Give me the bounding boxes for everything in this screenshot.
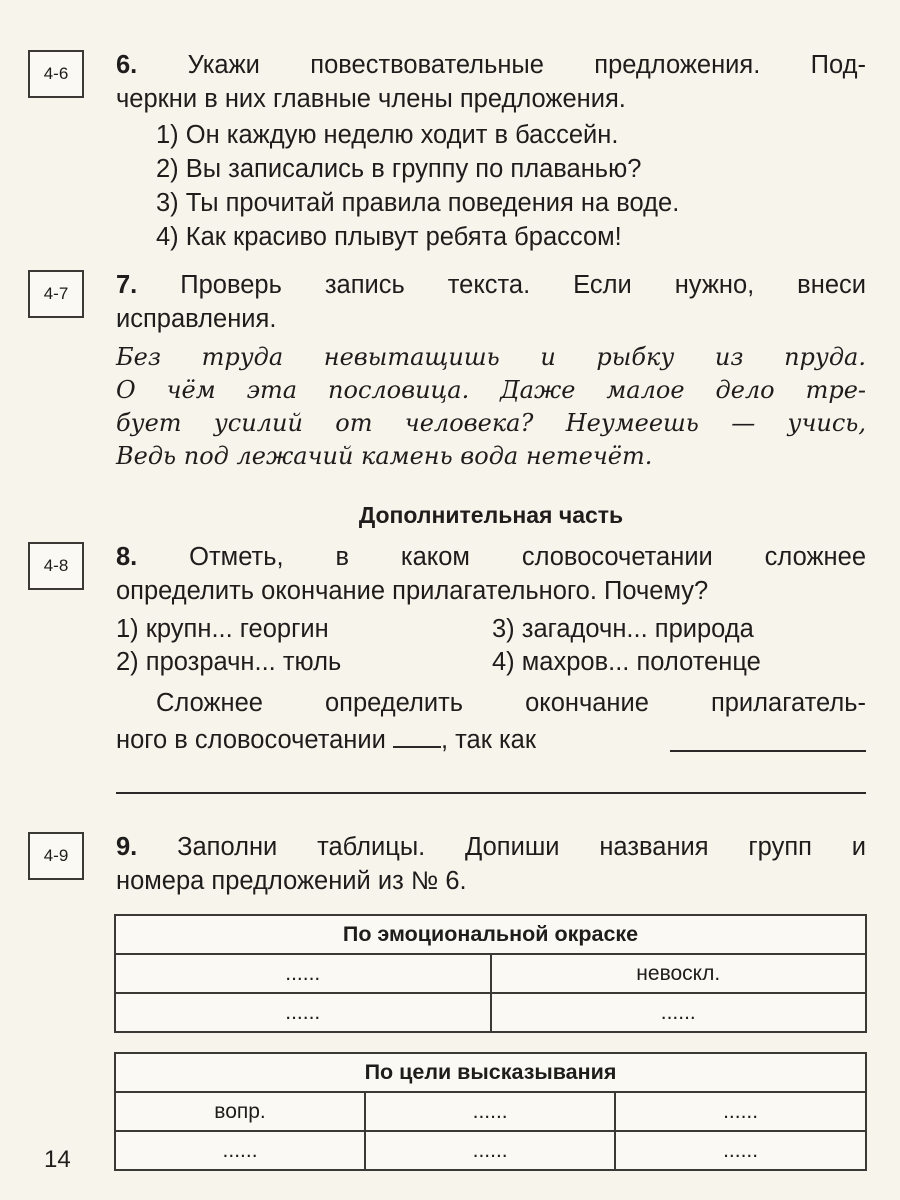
page-number: 14 xyxy=(44,1146,71,1173)
task-7-line-2: исправления. xyxy=(116,305,277,333)
task-8-answer-text-b: , так как xyxy=(440,726,537,754)
task-8-option: 4) махров... полотенце xyxy=(492,648,761,676)
task-9-line-1 xyxy=(116,830,866,864)
table-cell[interactable]: ...... xyxy=(115,993,491,1032)
task-6-number: 6. xyxy=(116,51,138,79)
task-9-line-2: номера предложений из № 6. xyxy=(116,867,467,895)
task-7-text-line: О чём эта пословица. Даже малое дело тре- xyxy=(116,376,866,404)
task-6-item: 3) Ты прочитай правила поведения на воде. xyxy=(156,189,680,217)
task-6-line-2: черкни в них главные члены предложения. xyxy=(116,85,626,113)
task-8-answer-line-1: Сложнее определить окончание прилагатель- xyxy=(156,689,866,717)
table-cell[interactable]: вопр. xyxy=(115,1092,365,1131)
utterance-purpose-table xyxy=(114,1052,867,1171)
task-7-text-line: Ведь под лежачий камень вода нетечёт. xyxy=(116,442,653,470)
task-8-line-1 xyxy=(116,540,866,574)
task-6-item: 2) Вы записались в группу по плаванью? xyxy=(156,155,642,183)
task-7-text-line: Без труда невытащишь и рыбку из пруда. xyxy=(116,343,866,371)
table-cell[interactable]: ...... xyxy=(365,1131,615,1170)
task-9-number: 9. xyxy=(116,833,138,861)
task-8-line-2: определить окончание прилагательного. Почему? xyxy=(116,577,709,605)
task-7-text-1: Проверь запись текста. Если нужно, внеси xyxy=(180,271,866,299)
table-cell[interactable]: ...... xyxy=(365,1092,615,1131)
task-6-line-1 xyxy=(116,48,866,82)
task-8-answer-blank-1[interactable] xyxy=(393,722,441,748)
table-cell[interactable]: ...... xyxy=(615,1092,866,1131)
task-8-option: 1) крупн... георгин xyxy=(116,615,329,643)
task-8-answer-blank-2[interactable] xyxy=(670,726,866,752)
task-9-code-badge: 4-9 xyxy=(28,832,84,880)
task-8-number: 8. xyxy=(116,543,138,571)
task-8-code-badge: 4-8 xyxy=(28,542,84,590)
table-cell[interactable]: невоскл. xyxy=(491,954,867,993)
task-9-text-1: Заполни таблицы. Допиши названия групп и xyxy=(177,833,866,861)
task-8-option: 2) прозрачн... тюль xyxy=(116,648,342,676)
task-8-answer-line-2 xyxy=(116,722,866,757)
task-6-item: 4) Как красиво плывут ребята брассом! xyxy=(156,223,622,251)
task-8-answer-rule[interactable] xyxy=(116,792,866,794)
table-cell[interactable]: ...... xyxy=(615,1131,866,1170)
task-6-item: 1) Он каждую неделю ходит в бассейн. xyxy=(156,121,619,149)
extra-section-title: Дополнительная часть xyxy=(358,502,624,528)
table-cell[interactable]: ...... xyxy=(115,1131,365,1170)
task-6-text-1: Укажи повествовательные предложения. Под- xyxy=(187,51,866,79)
task-8-text-1: Отметь, в каком словосочетании сложнее xyxy=(189,543,866,571)
emotional-tone-table xyxy=(114,914,867,1033)
table-cell[interactable]: ...... xyxy=(115,954,491,993)
task-7-text-line: бует усилий от человека? Неумеешь — учись, xyxy=(116,409,866,437)
task-6-code-badge: 4-6 xyxy=(28,50,84,98)
task-7-number: 7. xyxy=(116,271,138,299)
task-7-line-1 xyxy=(116,268,866,302)
task-8-option: 3) загадочн... природа xyxy=(492,615,754,643)
task-7-code-badge: 4-7 xyxy=(28,270,84,318)
table-cell[interactable]: ...... xyxy=(491,993,867,1032)
emotional-tone-table-header: По эмоциональной окраске xyxy=(115,915,866,954)
task-8-answer-text-a: ного в словосочетании xyxy=(116,726,386,754)
utterance-purpose-table-header: По цели высказывания xyxy=(115,1053,866,1092)
